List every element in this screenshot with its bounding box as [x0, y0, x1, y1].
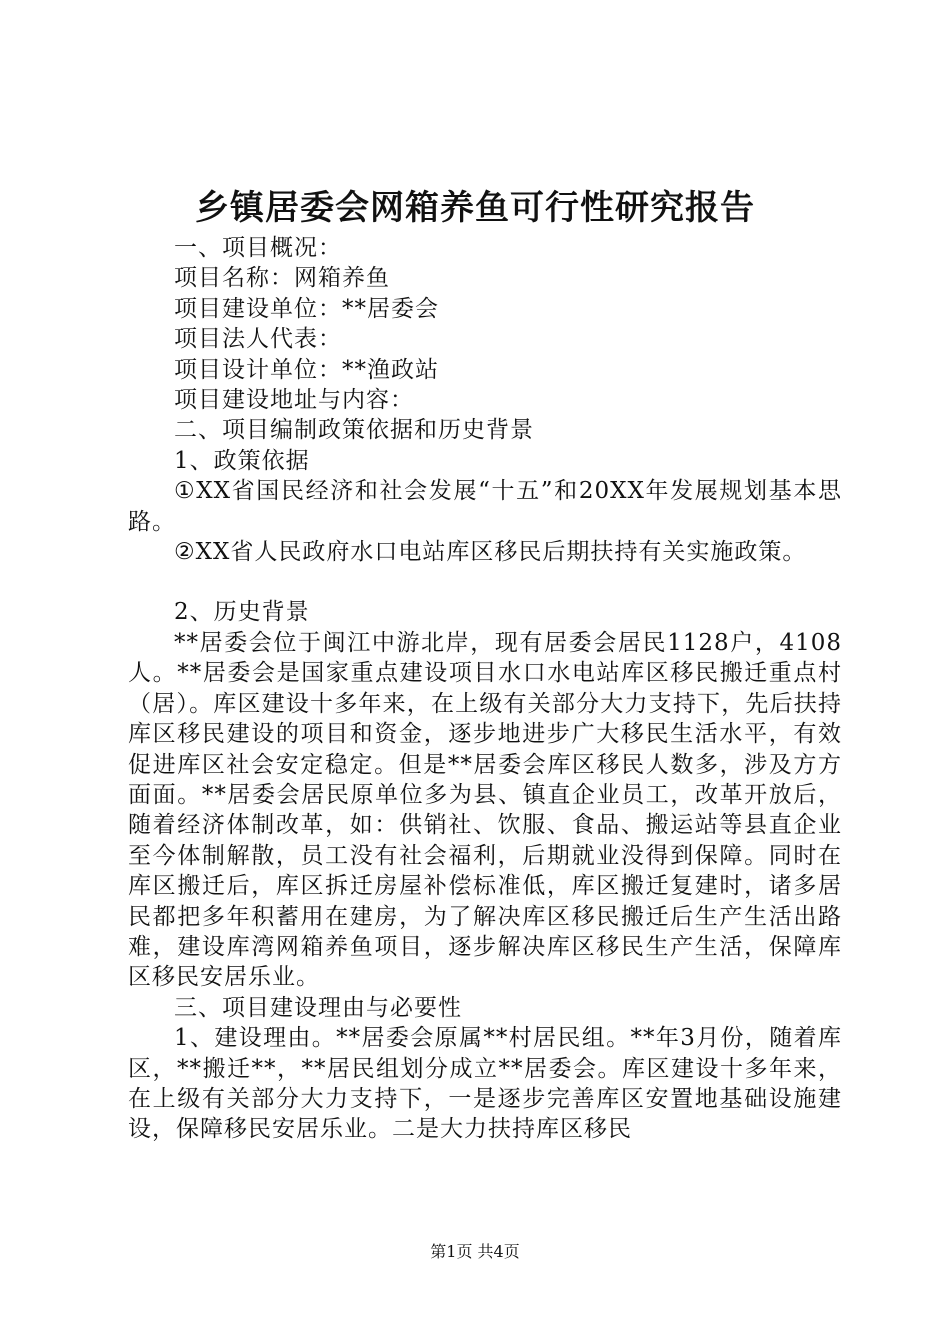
page-footer: 第1页 共4页	[430, 1242, 520, 1261]
history-paragraph: **居委会位于闽江中游北岸，现有居委会居民1128户，4108人。**居委会是国家重点建设项目水口水电站库区移民搬迁重点村（居）。库区建设十多年来，在上级有关部分大力支持下，先后扶持库区移民建设的项目和资金，逐步地进步广大移民生活水平，有效促进库区社会安定稳定。但是**居委会库区移民人数多，涉及方方面面。**居委会居民原单位多为县、镇直企业员工，改革开放后，随着经济体制改革，如：供销社、饮服、食品、搬运站等县直企业至今体制解散，员工没有社会福利，后期就业没得到保障。同时在库区搬迁后，库区拆迁房屋补偿标准低，库区搬迁复建时，诸多居民都把多年积蓄用在建房，为了解决库区移民搬迁后生产生活出路难，建设库湾网箱养鱼项目，逐步解决库区移民生产生活，保障库区移民安居乐业。	[128, 629, 842, 991]
section-heading-reasons: 三、项目建设理由与必要性	[174, 994, 462, 1021]
document-title: 乡镇居委会网箱养鱼可行性研究报告	[195, 188, 755, 228]
project-builder-line: 项目建设单位：**居委会	[174, 295, 439, 322]
document-body	[128, 233, 842, 1145]
reasons-paragraph: 1、建设理由。**居委会原属**村居民组。**年3月份，随着库区，**搬迁**，**居民组划分成立**居委会。库区建设十多年来，在上级有关部分大力支持下，一是逐步完善库区安置地基础设施建设，保障移民安居乐业。二是大力扶持库区移民	[128, 1025, 842, 1143]
subheading-history: 2、历史背景	[174, 599, 310, 626]
section-heading-policy-background: 二、项目编制政策依据和历史背景	[174, 417, 534, 444]
policy-item-1: ①XX省国民经济和社会发展“十五”和20XX年发展规划基本思路。	[128, 478, 842, 535]
subheading-policy-basis: 1、政策依据	[174, 447, 310, 474]
policy-item-2: ②XX省人民政府水口电站库区移民后期扶持有关实施政策。	[174, 539, 807, 566]
project-legal-rep-line: 项目法人代表：	[174, 326, 342, 353]
section-heading-overview: 一、项目概况：	[174, 235, 342, 261]
project-address-line: 项目建设地址与内容：	[174, 387, 414, 414]
project-name-line: 项目名称：网箱养鱼	[174, 265, 390, 292]
project-designer-line: 项目设计单位：**渔政站	[174, 356, 439, 383]
